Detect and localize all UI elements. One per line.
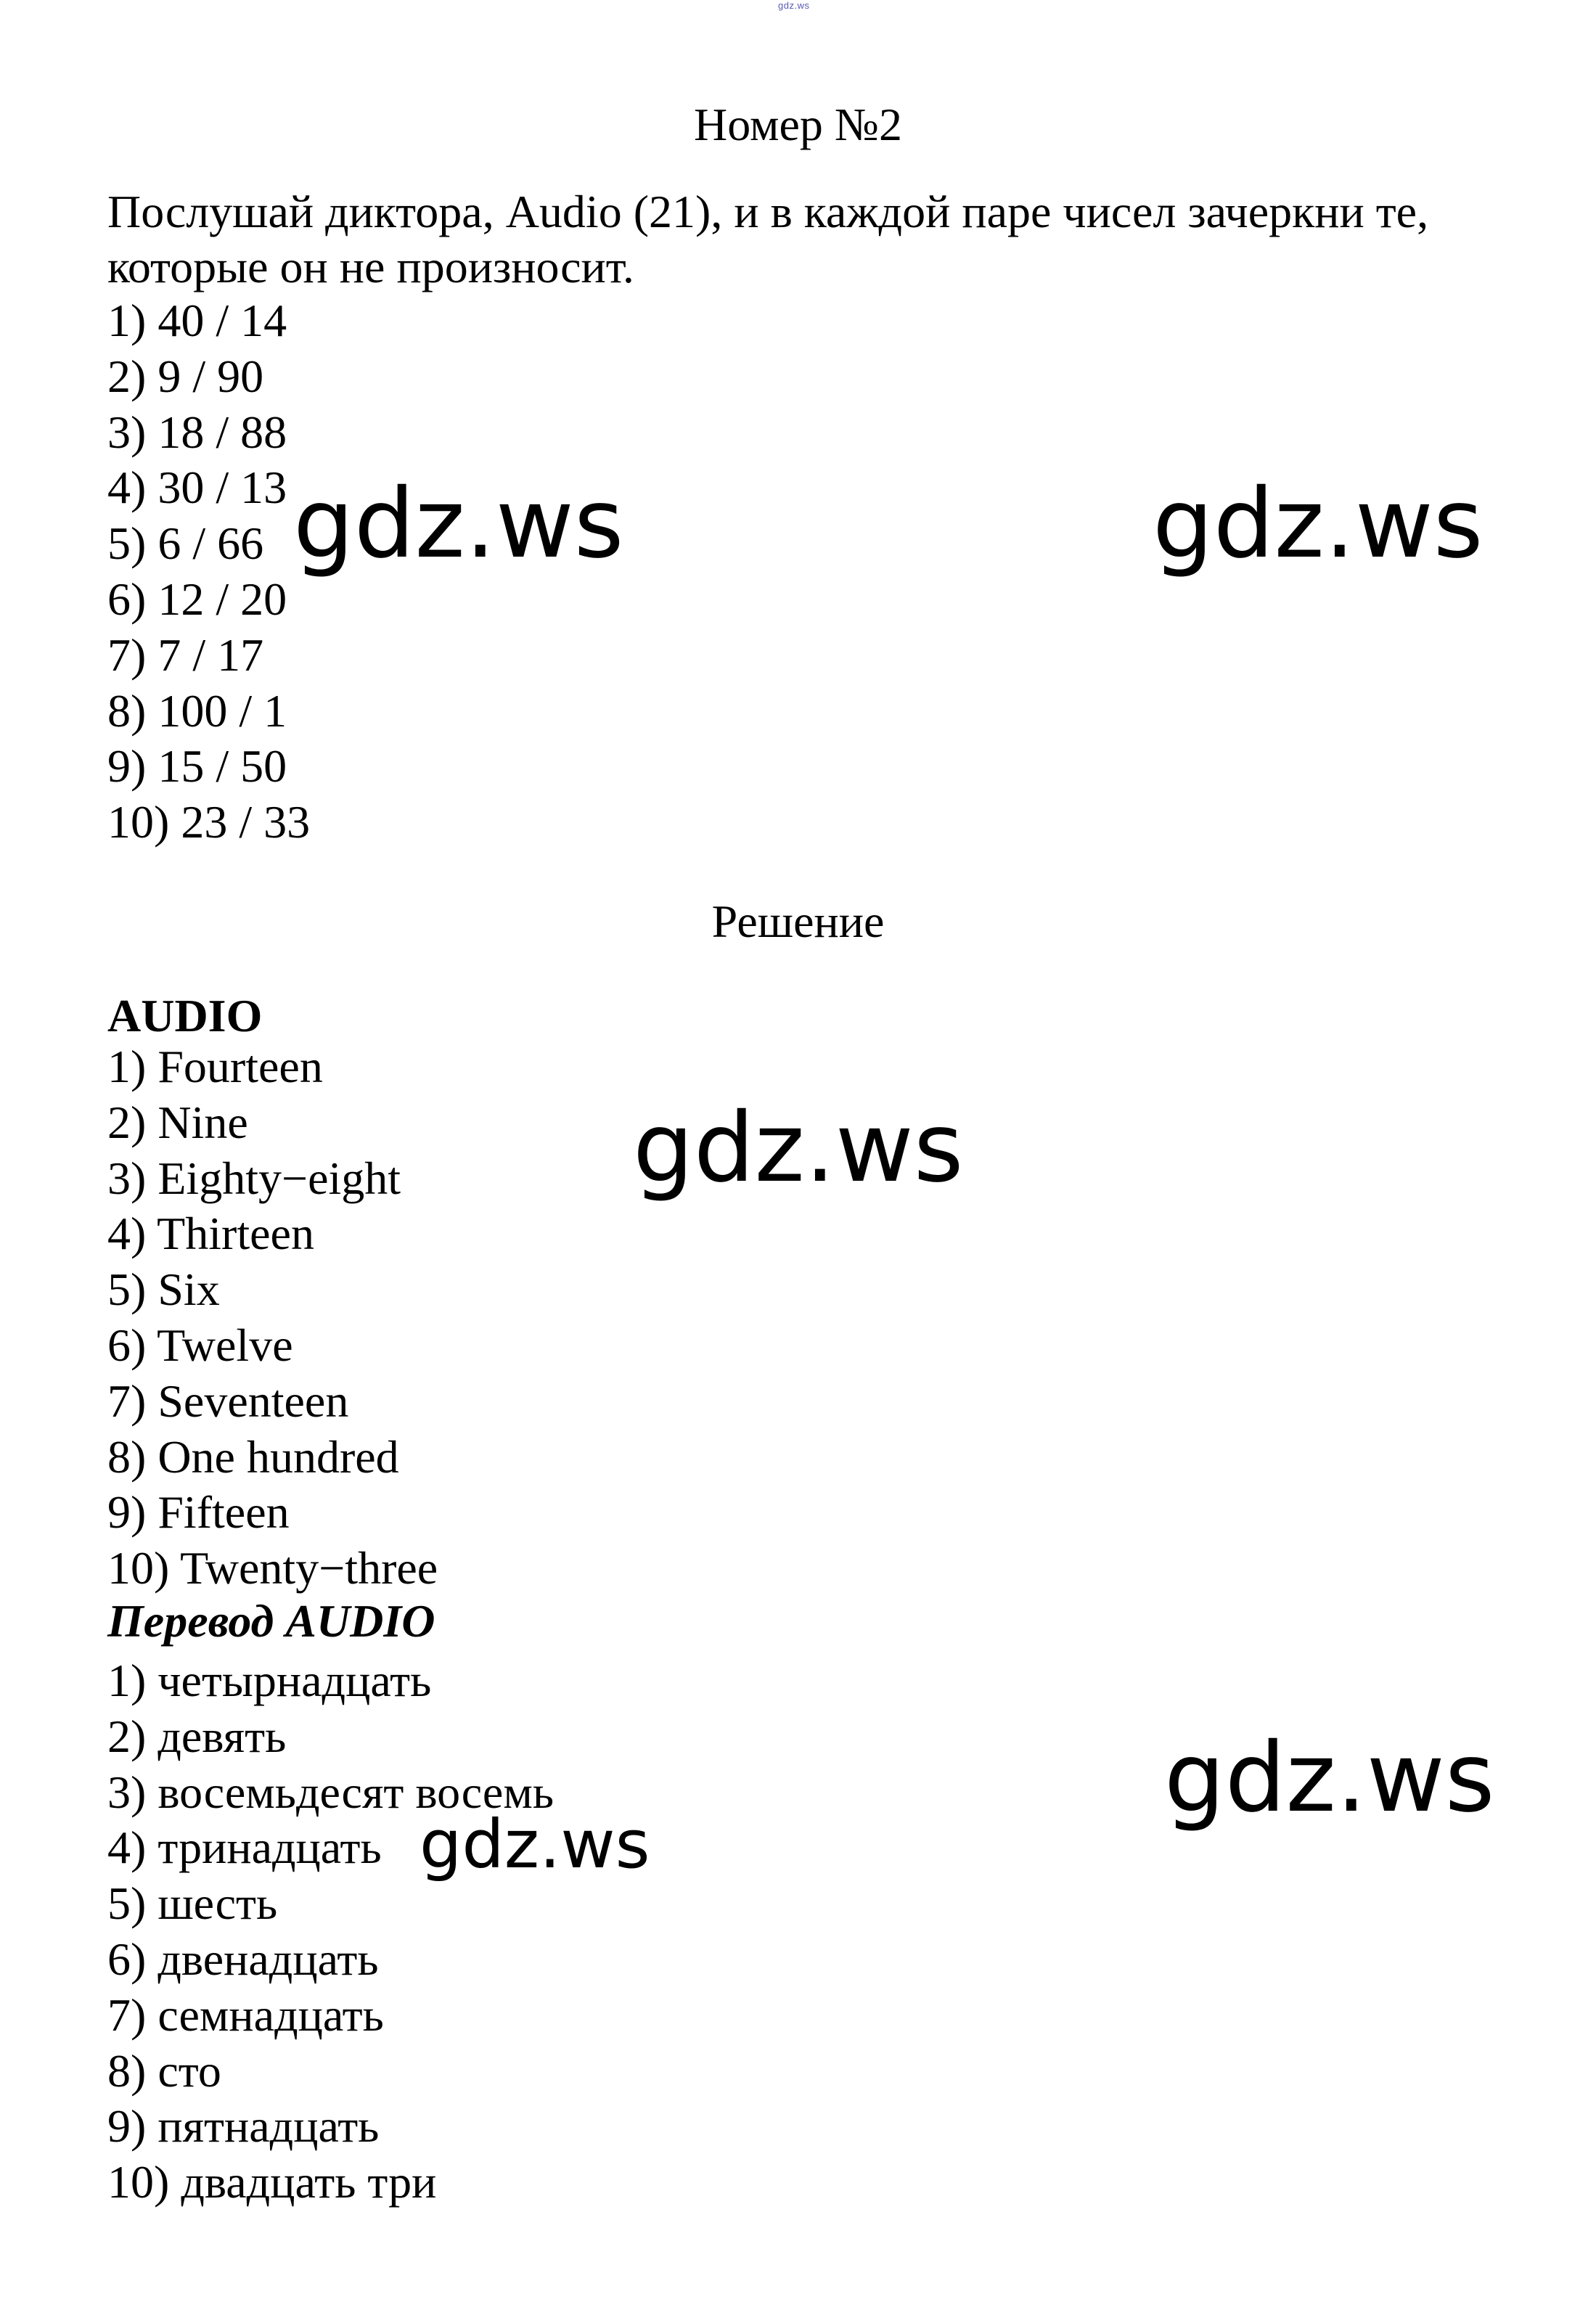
task-item: 8) 100 / 1 bbox=[107, 684, 287, 737]
audio-item: 5) Six bbox=[107, 1263, 220, 1316]
audio-item: 7) Seventeen bbox=[107, 1375, 349, 1427]
audio-item: 3) Eighty−eight bbox=[107, 1152, 401, 1204]
translation-item: 2) девять bbox=[107, 1710, 287, 1762]
translation-heading: Перевод AUDIO bbox=[107, 1595, 435, 1647]
task-item: 7) 7 / 17 bbox=[107, 628, 264, 681]
audio-item: 6) Twelve bbox=[107, 1319, 293, 1371]
watermark: gdz.ws bbox=[633, 1092, 964, 1204]
audio-item: 10) Twenty−three bbox=[107, 1542, 438, 1594]
translation-item: 10) двадцать три bbox=[107, 2156, 437, 2208]
translation-item: 4) тринадцать bbox=[107, 1822, 382, 1874]
audio-item: 9) Fifteen bbox=[107, 1486, 290, 1539]
translation-list bbox=[107, 1653, 554, 2211]
audio-item: 1) Fourteen bbox=[107, 1041, 323, 1092]
translation-item: 7) семнадцать bbox=[107, 1989, 384, 2041]
task-item: 2) 9 / 90 bbox=[107, 350, 264, 402]
watermark: gdz.ws bbox=[1164, 1722, 1495, 1834]
task-item: 5) 6 / 66 bbox=[107, 517, 264, 570]
task-item: 3) 18 / 88 bbox=[107, 406, 287, 458]
watermark: gdz.ws bbox=[1153, 468, 1484, 580]
translation-item: 6) двенадцать bbox=[107, 1933, 379, 1985]
audio-list bbox=[107, 1039, 438, 1597]
task-item: 1) 40 / 14 bbox=[107, 295, 287, 346]
task-list bbox=[107, 293, 310, 851]
page-title: Номер №2 bbox=[694, 99, 902, 150]
translation-item: 8) сто bbox=[107, 2044, 221, 2097]
translation-item: 5) шесть bbox=[107, 1877, 278, 1930]
translation-item: 3) восемьдесят восемь bbox=[107, 1766, 554, 1818]
solution-heading: Решение bbox=[711, 896, 885, 947]
watermark: gdz.ws bbox=[293, 468, 624, 580]
task-item: 4) 30 / 13 bbox=[107, 462, 287, 514]
task-item: 9) 15 / 50 bbox=[107, 740, 287, 792]
audio-item: 2) Nine bbox=[107, 1096, 248, 1148]
audio-item: 4) Thirteen bbox=[107, 1208, 314, 1260]
translation-item: 9) пятнадцать bbox=[107, 2100, 380, 2153]
site-mark: gdz.ws bbox=[778, 0, 810, 11]
watermark: gdz.ws bbox=[420, 1806, 650, 1883]
audio-item: 8) One hundred bbox=[107, 1430, 399, 1483]
task-prompt: Послушай диктора, Audio (21), и в каждой паре чисел зачеркни те, которые он не произносит. bbox=[107, 186, 1429, 292]
audio-heading: AUDIO bbox=[107, 990, 263, 1041]
task-item: 10) 23 / 33 bbox=[107, 796, 311, 848]
task-item: 6) 12 / 20 bbox=[107, 573, 287, 625]
translation-item: 1) четырнадцать bbox=[107, 1655, 432, 1706]
